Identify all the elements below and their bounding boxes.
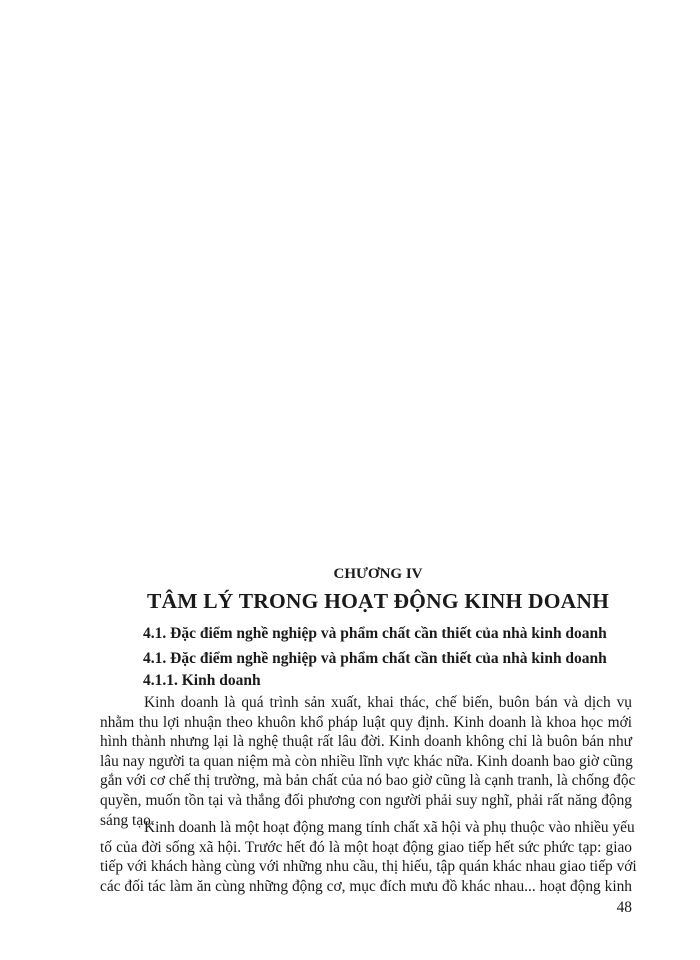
page-number: 48: [616, 899, 632, 916]
text-line: hình thành nhưng lại là nghệ thuật rất lâu đời. Kinh doanh không chỉ là buôn bán như: [100, 733, 632, 751]
text-line: tố của đời sống xã hội. Trước hết đó là một hoạt động giao tiếp hết sức phức tạp: giao: [100, 838, 632, 856]
text-line: lâu nay người ta quan niệm mà còn nhiều lĩnh vực khác nữa. Kinh doanh bao giờ cũng: [100, 752, 633, 770]
text-line: gắn với cơ chế thị trường, mà bản chất của nó bao giờ cũng là cạnh tranh, là chống độc: [100, 772, 636, 790]
text-line: nhằm thu lợi nhuận theo khuôn khổ pháp luật quy định. Kinh doanh là khoa học mới: [100, 713, 632, 731]
text-line: sáng tạo.: [100, 811, 155, 829]
subsection-heading: 4.1.1. Kinh doanh: [143, 672, 261, 689]
text-line: tiếp với khách hàng cùng với những nhu cầu, thị hiếu, tập quán khác nhau giao tiếp với: [100, 858, 637, 876]
section-heading: 4.1. Đặc điểm nghề nghiệp và phẩm chất cần thiết của nhà kinh doanh: [143, 625, 607, 642]
chapter-title: TÂM LÝ TRONG HOẠT ĐỘNG KINH DOANH: [146, 589, 610, 613]
text-line: Kinh doanh là quá trình sản xuất, khai thác, chế biến, buôn bán và dịch vụ: [144, 694, 632, 711]
text-line: các đối tác làm ăn cùng những động cơ, mục đích mưu đồ khác nhau... hoạt động kinh: [100, 877, 632, 895]
section-heading-duplicate: 4.1. Đặc điểm nghề nghiệp và phẩm chất cần thiết của nhà kinh doanh: [143, 650, 607, 667]
body-paragraph: [100, 693, 636, 830]
text-line: quyền, muốn tồn tại và thắng đối phương con người phải suy nghĩ, phải rất năng động: [100, 791, 632, 809]
chapter-label: CHƯƠNG IV: [333, 566, 423, 582]
text-line: Kinh doanh là một hoạt động mang tính chất xã hội và phụ thuộc vào nhiều yếu: [144, 819, 635, 836]
body-paragraph: [100, 818, 637, 896]
